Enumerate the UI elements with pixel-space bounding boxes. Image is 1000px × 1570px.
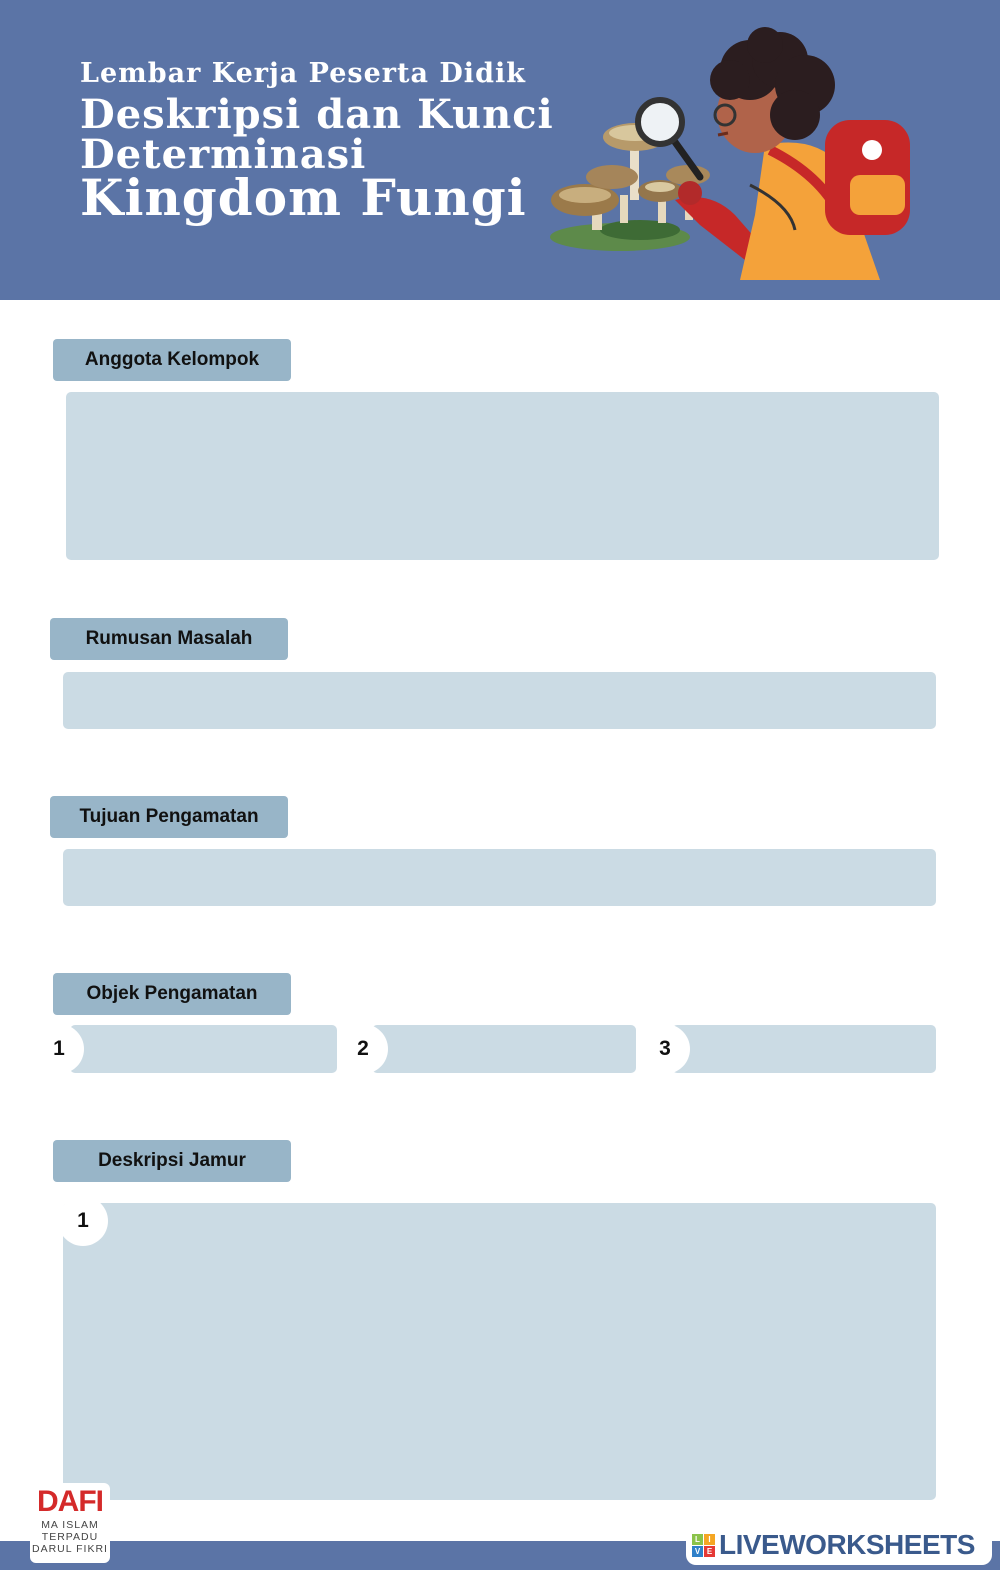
anggota-kelompok-label: Anggota Kelompok (53, 339, 291, 381)
worksheet-title-line2: Determinasi (80, 131, 367, 178)
objek-number-1: 1 (34, 1024, 84, 1074)
school-logo-line1: MA ISLAM (41, 1519, 99, 1531)
school-logo-mark: DAFI (37, 1485, 103, 1518)
deskripsi-jamur-label: Deskripsi Jamur (53, 1140, 291, 1182)
tujuan-pengamatan-label: Tujuan Pengamatan (50, 796, 288, 838)
worksheet-subtitle: Lembar Kerja Peserta Didik (80, 58, 526, 89)
rumusan-masalah-input[interactable] (63, 672, 936, 729)
liveworksheets-logo[interactable] (686, 1525, 992, 1565)
school-logo-line2: TERPADU (41, 1531, 99, 1543)
liveworksheets-icon: L I V E (692, 1534, 715, 1557)
tujuan-pengamatan-input[interactable] (63, 849, 936, 906)
objek-pengamatan-input-1[interactable] (70, 1025, 337, 1073)
mushroom-explorer-illustration (540, 15, 930, 285)
anggota-kelompok-input[interactable] (66, 392, 939, 560)
objek-number-3: 3 (640, 1024, 690, 1074)
rumusan-masalah-label: Rumusan Masalah (50, 618, 288, 660)
school-logo (30, 1483, 110, 1563)
objek-pengamatan-input-2[interactable] (372, 1025, 636, 1073)
objek-number-2: 2 (338, 1024, 388, 1074)
worksheet-title-line3: Kingdom Fungi (80, 168, 527, 227)
header-banner (0, 0, 1000, 300)
worksheet-title-line1: Deskripsi dan Kunci (80, 91, 554, 138)
liveworksheets-text: LIVEWORKSHEETS (719, 1529, 975, 1560)
deskripsi-number-1: 1 (58, 1196, 108, 1246)
objek-pengamatan-label: Objek Pengamatan (53, 973, 291, 1015)
objek-pengamatan-input-3[interactable] (672, 1025, 936, 1073)
deskripsi-jamur-input[interactable] (63, 1203, 936, 1500)
school-logo-line3: DARUL FIKRI (32, 1543, 108, 1555)
